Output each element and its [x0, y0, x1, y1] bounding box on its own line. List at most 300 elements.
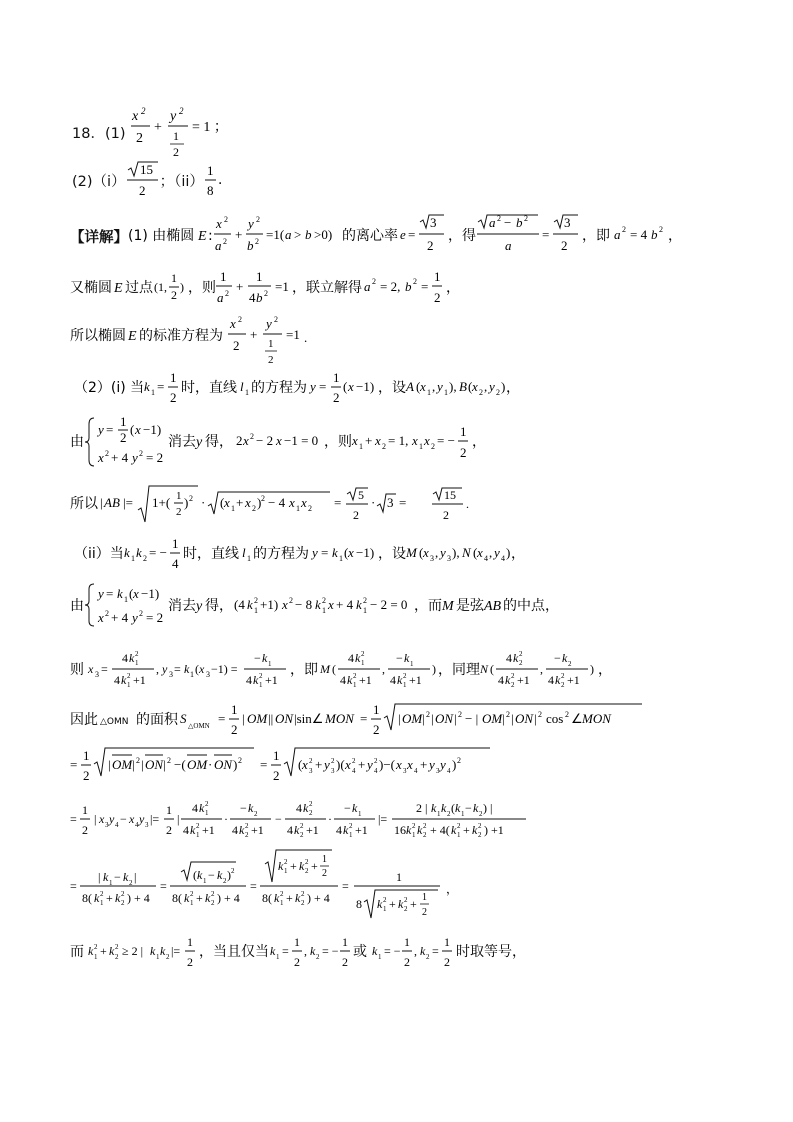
svg-text:.: . — [466, 497, 469, 511]
midpoint-line — [70, 646, 630, 692]
svg-text:1: 1 — [127, 681, 131, 689]
svg-text:∠: ∠ — [571, 711, 583, 726]
svg-text:1: 1 — [259, 681, 263, 689]
svg-text:a: a — [285, 227, 292, 242]
svg-text:ON: ON — [435, 711, 454, 726]
svg-text:2: 2 — [373, 722, 380, 737]
svg-text:2: 2 — [166, 953, 170, 961]
svg-text:M: M — [442, 599, 454, 614]
svg-text:+: + — [286, 891, 293, 905]
svg-text:+1: +1 — [133, 673, 146, 687]
svg-text:2: 2 — [136, 756, 140, 765]
svg-text:2: 2 — [173, 145, 180, 159]
svg-text:2: 2 — [121, 890, 125, 898]
svg-text:+1: +1 — [265, 673, 278, 687]
svg-text:1: 1 — [256, 269, 263, 284]
svg-text:k: k — [451, 823, 457, 837]
svg-text:2: 2 — [171, 288, 177, 302]
svg-text:2: 2 — [457, 756, 461, 765]
svg-text:得，: 得， — [205, 598, 233, 614]
svg-text:y: y — [196, 599, 203, 614]
svg-text:=: = — [399, 495, 407, 510]
svg-text:x: x — [230, 316, 236, 331]
svg-text:y: y — [494, 545, 500, 560]
svg-text:+: + — [420, 757, 428, 772]
svg-text:x: x — [375, 433, 381, 448]
svg-text:(: ( — [473, 545, 478, 560]
svg-text:1: 1 — [206, 163, 214, 178]
svg-text:k: k — [347, 673, 353, 687]
svg-text:2: 2 — [305, 867, 309, 875]
svg-text:1: 1 — [461, 810, 465, 818]
svg-text:2: 2 — [115, 943, 119, 951]
part2-i-line — [74, 368, 534, 410]
svg-text:1: 1 — [444, 388, 448, 397]
svg-text:2: 2 — [238, 756, 242, 765]
svg-text:(: ( — [298, 757, 303, 772]
svg-text:+: + — [154, 120, 163, 135]
svg-text:|: | — [511, 711, 514, 726]
svg-text:x: x — [328, 597, 334, 612]
svg-text:时，直线: 时，直线 — [183, 546, 239, 562]
svg-text:1: 1 — [83, 748, 90, 763]
svg-text:2: 2 — [250, 432, 254, 441]
svg-text:2: 2 — [176, 506, 182, 518]
svg-text:，: ， — [668, 228, 682, 244]
svg-text:x: x — [133, 586, 139, 601]
svg-text:k: k — [217, 868, 223, 882]
svg-text:的方程为: 的方程为 — [253, 546, 309, 562]
svg-text:|: | — [141, 757, 144, 772]
svg-text:+1: +1 — [517, 673, 530, 687]
svg-text:ON: ON — [145, 757, 164, 772]
svg-text:) + 4: ) + 4 — [127, 891, 150, 905]
svg-text:4: 4 — [390, 673, 396, 687]
svg-text:= −: = − — [149, 545, 167, 560]
svg-text:+: + — [410, 897, 417, 911]
svg-text:△OMN: △OMN — [188, 722, 210, 730]
svg-text:=: = — [342, 879, 349, 893]
svg-text:|: | — [177, 812, 180, 826]
svg-text:l: l — [242, 545, 246, 560]
svg-text:3: 3 — [564, 215, 571, 230]
svg-text:−: − — [114, 870, 121, 884]
svg-text:= −: = − — [384, 944, 401, 958]
inequality-line — [70, 932, 550, 974]
svg-text:4: 4 — [249, 290, 256, 305]
svg-text:4: 4 — [348, 651, 354, 665]
svg-text:a: a — [215, 238, 222, 253]
svg-text:k: k — [278, 859, 284, 873]
svg-text:=: = — [174, 662, 181, 676]
svg-text:2: 2 — [659, 225, 663, 234]
svg-text:(: ( — [193, 868, 197, 882]
svg-text:，得: ，得 — [448, 228, 476, 244]
svg-text:) +1: ) +1 — [484, 823, 504, 837]
svg-text:2: 2 — [300, 822, 304, 830]
svg-text:2: 2 — [256, 215, 260, 224]
svg-text:4: 4 — [135, 821, 139, 829]
svg-text:2: 2 — [245, 831, 249, 839]
svg-text:1: 1 — [427, 388, 431, 397]
svg-text:1+(: 1+( — [152, 495, 171, 510]
svg-text:x: x — [289, 495, 295, 510]
svg-text:+1: +1 — [202, 823, 215, 837]
svg-text:时，直线: 时，直线 — [181, 380, 237, 396]
svg-text:(: ( — [220, 495, 225, 510]
svg-text:2: 2 — [284, 858, 288, 866]
svg-text:−: − — [554, 651, 561, 665]
svg-text:，设: ，设 — [378, 380, 406, 396]
svg-text:2: 2 — [316, 953, 320, 961]
svg-text:2: 2 — [135, 650, 139, 658]
svg-text:1: 1 — [322, 854, 327, 865]
svg-text:E: E — [114, 281, 123, 296]
svg-text:+: + — [315, 757, 323, 772]
svg-text:OM: OM — [402, 711, 423, 726]
svg-text:x: x — [412, 433, 418, 448]
svg-text:k: k — [262, 651, 268, 665]
svg-text:+: + — [365, 433, 373, 448]
svg-text:2: 2 — [431, 442, 435, 451]
svg-text:k: k — [431, 801, 437, 815]
svg-text:−: − — [275, 812, 282, 826]
svg-text:的中点，: 的中点， — [503, 598, 559, 614]
svg-text:−1 = 0: −1 = 0 — [284, 433, 319, 448]
svg-text:2: 2 — [497, 214, 501, 223]
svg-text:=: = — [282, 944, 289, 958]
svg-text:1: 1 — [203, 877, 207, 885]
svg-text:是弦: 是弦 — [456, 598, 484, 614]
svg-text:2: 2 — [231, 722, 238, 737]
svg-text:=: = — [70, 879, 77, 893]
svg-text:2: 2 — [138, 183, 146, 198]
svg-text:又椭圆: 又椭圆 — [70, 280, 112, 296]
svg-text:=: = — [321, 545, 329, 560]
svg-text:2: 2 — [224, 215, 228, 224]
svg-text:1: 1 — [373, 702, 380, 717]
svg-text:−: − — [504, 215, 512, 230]
svg-text:x: x — [135, 422, 141, 437]
svg-text:=: = — [218, 711, 226, 726]
svg-text:2: 2 — [353, 672, 357, 680]
svg-text:3: 3 — [387, 495, 394, 510]
svg-text:x: x — [348, 379, 354, 394]
svg-text:+: + — [311, 859, 318, 873]
svg-text:|sin∠: |sin∠ — [294, 711, 324, 726]
svg-text:2: 2 — [301, 890, 305, 898]
svg-text:x: x — [88, 662, 94, 676]
svg-text:3: 3 — [95, 670, 99, 679]
svg-text:4: 4 — [114, 673, 120, 687]
svg-text:= 1 ；: = 1 ； — [192, 120, 229, 135]
svg-text:x: x — [424, 433, 430, 448]
svg-text:+: + — [358, 757, 366, 772]
svg-text:4: 4 — [506, 651, 512, 665]
svg-text:l: l — [240, 379, 244, 394]
svg-text:则: 则 — [70, 662, 84, 678]
svg-text:2: 2 — [120, 430, 127, 445]
svg-text:2: 2 — [136, 131, 144, 146]
svg-text:4: 4 — [501, 554, 505, 563]
solution-line-2 — [70, 266, 490, 310]
svg-text:k: k — [270, 944, 276, 958]
svg-text:+1: +1 — [567, 673, 580, 687]
svg-text:，: ， — [446, 882, 459, 896]
svg-text:2: 2 — [141, 106, 146, 116]
svg-text:+: + — [236, 495, 244, 510]
svg-text:≥ 2 |: ≥ 2 | — [122, 944, 143, 958]
svg-text:2: 2 — [434, 290, 441, 305]
svg-text:=: = — [157, 379, 165, 394]
svg-text:1: 1 — [434, 269, 441, 284]
svg-text:所以椭圆: 所以椭圆 — [70, 328, 126, 344]
part2-i-system — [70, 414, 490, 470]
svg-text:+1: +1 — [251, 823, 264, 837]
svg-text:+: + — [100, 944, 107, 958]
svg-text:|: | — [454, 711, 457, 726]
svg-text:5: 5 — [358, 488, 364, 502]
svg-text:4: 4 — [115, 821, 119, 829]
svg-text:MON: MON — [582, 711, 611, 726]
svg-text:2: 2 — [187, 955, 193, 969]
svg-text:y: y — [132, 610, 138, 625]
svg-text:k: k — [144, 379, 150, 394]
svg-text:，则: ，则 — [324, 434, 352, 450]
svg-text:2: 2 — [561, 681, 565, 689]
svg-text:x: x — [216, 216, 222, 231]
svg-text:1: 1 — [444, 935, 450, 949]
svg-text:(: ( — [416, 379, 421, 394]
svg-text:A: A — [406, 379, 414, 394]
svg-text:k: k — [274, 891, 280, 905]
svg-text:4: 4 — [484, 554, 488, 563]
svg-text:1: 1 — [358, 810, 362, 818]
svg-text:>0): >0) — [314, 227, 333, 242]
svg-text:>: > — [294, 227, 302, 242]
svg-text:4: 4 — [340, 673, 346, 687]
svg-text:+: + — [106, 891, 113, 905]
svg-text:2: 2 — [100, 890, 104, 898]
svg-text:1: 1 — [383, 905, 387, 913]
svg-text:|=: |= — [378, 812, 388, 826]
svg-text:k: k — [123, 870, 129, 884]
svg-text:y: y — [437, 379, 443, 394]
svg-text:− |: − | — [465, 711, 479, 726]
svg-text:=: = — [421, 279, 429, 294]
svg-text:k: k — [294, 823, 300, 837]
svg-text:b: b — [651, 227, 658, 242]
svg-text:2: 2 — [349, 822, 353, 830]
svg-text:2: 2 — [139, 609, 143, 618]
svg-text:M: M — [406, 545, 417, 560]
svg-text:) + 4: ) + 4 — [307, 891, 330, 905]
svg-text:，: ， — [472, 434, 486, 450]
svg-text:− 2 = 0: − 2 = 0 — [370, 597, 408, 612]
svg-text:3: 3 — [447, 554, 451, 563]
svg-text:(: ( — [419, 545, 424, 560]
svg-text:k: k — [253, 673, 259, 687]
svg-text:=1(: =1( — [266, 227, 285, 242]
svg-text:=: = — [106, 586, 114, 601]
svg-text:,: , — [484, 379, 488, 394]
svg-text:(: ( — [195, 662, 199, 676]
svg-text:N: N — [480, 662, 489, 676]
svg-text:1: 1 — [176, 490, 182, 502]
svg-text:(1,: (1, — [154, 280, 167, 294]
svg-text:2: 2 — [561, 672, 565, 680]
svg-text:2: 2 — [478, 822, 482, 830]
svg-text:k: k — [136, 545, 142, 560]
svg-text:k: k — [115, 891, 121, 905]
svg-text:2: 2 — [309, 809, 313, 817]
svg-text:2: 2 — [223, 237, 227, 246]
svg-text:=: = — [70, 812, 77, 826]
svg-text:的标准方程为: 的标准方程为 — [139, 328, 223, 344]
svg-text:M: M — [320, 662, 330, 676]
svg-text:−(: −( — [174, 757, 186, 772]
svg-text:x: x — [199, 662, 205, 676]
svg-text:−1): −1) — [356, 379, 375, 394]
svg-text:·: · — [224, 812, 228, 826]
svg-text:x: x — [99, 812, 105, 826]
svg-text:k: k — [124, 545, 130, 560]
svg-text:3: 3 — [145, 821, 149, 829]
svg-text:得，: 得， — [205, 434, 233, 450]
svg-text:，设: ，设 — [378, 546, 406, 562]
svg-text:（2）(i) 当: （2）(i) 当 — [74, 380, 145, 396]
svg-text:15: 15 — [139, 162, 153, 177]
svg-text:3: 3 — [309, 767, 313, 775]
svg-text:而: 而 — [70, 944, 84, 960]
svg-text:2: 2 — [506, 710, 510, 719]
svg-text:b: b — [247, 238, 254, 253]
svg-text:2: 2 — [274, 315, 278, 324]
svg-text:−: − — [254, 651, 261, 665]
svg-text:−1): −1) — [143, 422, 162, 437]
svg-text:1: 1 — [460, 424, 467, 439]
svg-text:4: 4 — [447, 767, 451, 775]
svg-text:y: y — [429, 757, 435, 772]
svg-text:1: 1 — [333, 370, 340, 385]
svg-text:1: 1 — [276, 953, 280, 961]
svg-text:4: 4 — [232, 823, 238, 837]
sqrt15-over-2 — [126, 160, 160, 200]
svg-text:2: 2 — [331, 757, 335, 765]
svg-text:·: · — [371, 495, 376, 510]
svg-text:1: 1 — [359, 442, 363, 451]
svg-text:+: + — [290, 859, 297, 873]
svg-text:1: 1 — [403, 681, 407, 689]
svg-text:1: 1 — [231, 504, 235, 513]
svg-text:|: | — [242, 711, 245, 726]
svg-text:k: k — [332, 545, 338, 560]
svg-text:1: 1 — [412, 831, 416, 839]
svg-text:1: 1 — [284, 867, 288, 875]
svg-text:k: k — [94, 891, 100, 905]
svg-text:y: y — [98, 422, 104, 437]
svg-text:2: 2 — [374, 757, 378, 765]
svg-text:1: 1 — [220, 269, 227, 284]
svg-text:)−(: )−( — [379, 757, 395, 772]
svg-text:=: = — [70, 757, 78, 772]
svg-text:2: 2 — [353, 508, 359, 522]
svg-text:2: 2 — [538, 710, 542, 719]
svg-text:=1: =1 — [275, 279, 289, 294]
svg-text:3: 3 — [436, 767, 440, 775]
svg-text:2: 2 — [259, 672, 263, 680]
svg-text:a: a — [614, 227, 621, 242]
svg-text:y: y — [162, 662, 168, 676]
svg-text:k: k — [184, 662, 190, 676]
area-line-1 — [70, 700, 650, 744]
svg-text:2: 2 — [511, 672, 515, 680]
svg-text:+: + — [236, 279, 244, 294]
svg-text:+1: +1 — [359, 673, 372, 687]
svg-text:4: 4 — [192, 801, 198, 815]
svg-text:k: k — [406, 823, 412, 837]
svg-text:1: 1 — [404, 935, 410, 949]
svg-text:1: 1 — [396, 870, 402, 884]
solution-line-1 — [70, 212, 718, 260]
svg-text:cos: cos — [546, 711, 564, 726]
svg-text:2: 2 — [105, 609, 109, 618]
svg-text:2: 2 — [426, 953, 430, 961]
svg-text:),: ), — [452, 545, 460, 560]
svg-text:E: E — [128, 329, 137, 344]
svg-text:3: 3 — [105, 821, 109, 829]
svg-text:= 2: = 2 — [146, 610, 164, 625]
svg-text:2: 2 — [190, 890, 194, 898]
svg-text:k: k — [315, 597, 321, 612]
svg-text:B: B — [459, 379, 467, 394]
svg-text:ON: ON — [515, 711, 534, 726]
svg-text:2: 2 — [139, 449, 143, 458]
svg-text:2: 2 — [305, 858, 309, 866]
svg-text:3: 3 — [169, 670, 173, 679]
svg-text:1: 1 — [254, 606, 258, 615]
svg-text:x: x — [472, 379, 478, 394]
svg-text:y: y — [132, 450, 138, 465]
svg-text:k: k — [356, 597, 362, 612]
svg-text:x: x — [407, 757, 413, 772]
svg-text:(: ( — [332, 662, 336, 676]
svg-text:,: , — [489, 545, 493, 560]
svg-text:) + 4: ) + 4 — [217, 891, 240, 905]
svg-text:1: 1 — [419, 442, 423, 451]
svg-text:2: 2 — [143, 554, 147, 563]
svg-text:y: y — [139, 812, 145, 826]
answer-part1: 18．(1) x 2 2 + y 2 1 2 = 1 ； — [72, 104, 250, 160]
svg-text:k: k — [184, 891, 190, 905]
svg-text:|=: |= — [150, 812, 160, 826]
svg-text:k: k — [398, 897, 404, 911]
svg-text:2: 2 — [412, 822, 416, 830]
svg-text:1: 1 — [120, 414, 127, 429]
svg-text:·: · — [328, 812, 332, 826]
svg-text:k: k — [417, 823, 423, 837]
ellipse-equation-fraction — [130, 104, 250, 160]
svg-text:=: = — [334, 495, 342, 510]
svg-text:|: | — [163, 757, 166, 772]
svg-text:y: y — [312, 545, 318, 560]
svg-text:2: 2 — [413, 277, 417, 286]
svg-text:，而: ，而 — [414, 598, 442, 614]
svg-text:2: 2 — [457, 822, 461, 830]
svg-text:2: 2 — [238, 315, 242, 324]
svg-text:2: 2 — [309, 757, 313, 765]
svg-text:OM: OM — [112, 757, 133, 772]
